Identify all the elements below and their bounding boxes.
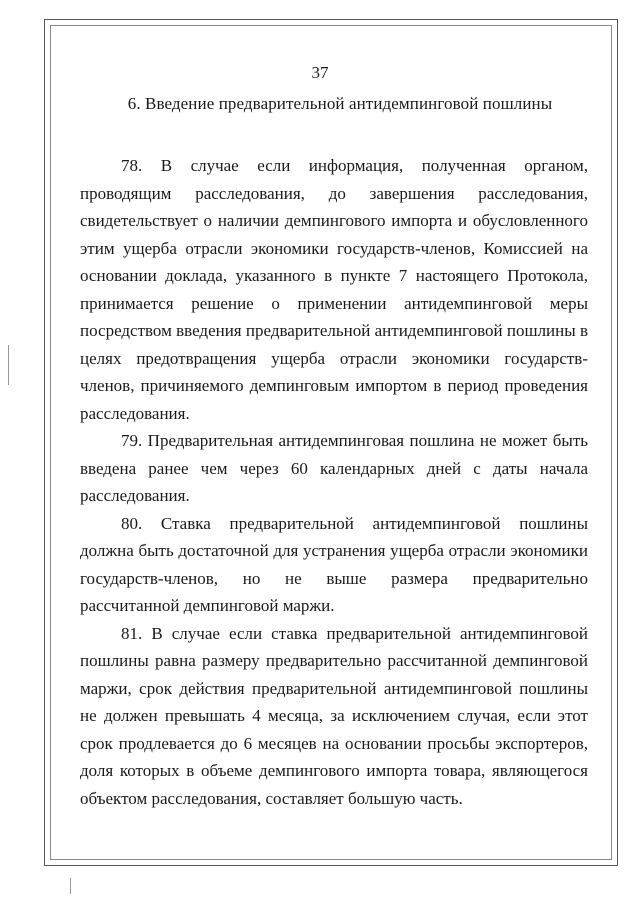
document-body bbox=[80, 152, 588, 812]
paragraph-79: 79. Предварительная антидемпинговая пошлина не может быть введена ранее чем через 60 календарных дней с даты начала расследования. bbox=[80, 431, 588, 505]
paragraph-80: 80. Ставка предварительной антидемпинговой пошлины должна быть достаточной для устранения ущерба отрасли экономики государств-членов, но не выше размера предварительно рассчитанной демпинговой маржи. bbox=[80, 513, 588, 615]
paragraph-81: 81. В случае если ставка предварительной антидемпинговой пошлины равна размеру предварительно рассчитанной демпинговой маржи, срок действия предварительной антидемпинговой пошлины не должен превышать 4 месяца, за исключением случая, если этот срок продлевается до 6 месяцев на основании просьбы экспортеров, доля которых в объеме демпингового импорта товара, являющегося объектом расследования, составляет большую часть. bbox=[80, 623, 588, 808]
scan-mark-bottom bbox=[70, 878, 71, 894]
page-number: 37 bbox=[311, 63, 329, 82]
section-title: 6. Введение предварительной антидемпинговой пошлины bbox=[127, 94, 553, 113]
scan-mark-left bbox=[8, 345, 9, 385]
paragraph-78: 78. В случае если информация, полученная органом, проводящим расследования, до завершения расследования, свидетельствует о наличии демпингового импорта и обусловленного этим ущерба отрасли экономики государств-членов, Комиссией на основании доклада, указанного в пункте 7 настоящего Протокола, принимается решение о применении антидемпинговой меры посредством введения предварительной антидемпинговой пошлины в целях предотвращения ущерба отрасли экономики государств-членов, причиняемого демпинговым импортом в период проведения расследования. bbox=[80, 156, 588, 423]
